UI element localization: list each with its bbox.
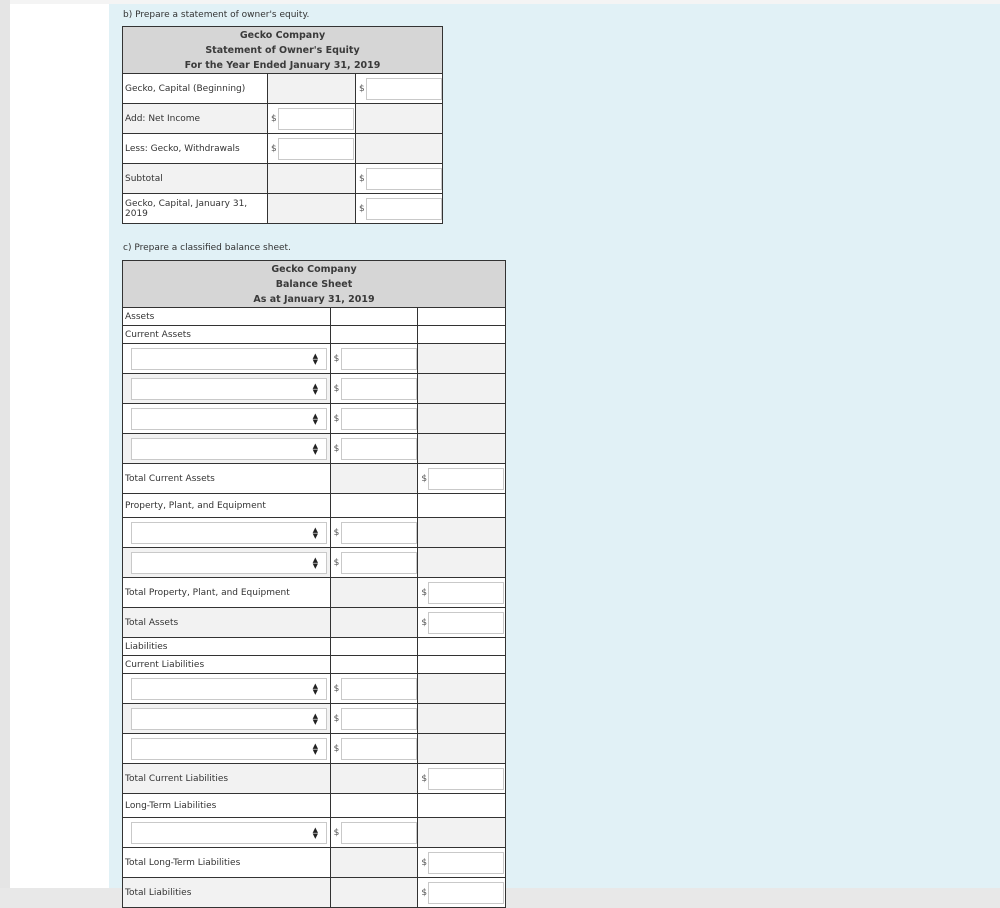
row-assets bbox=[123, 308, 506, 326]
total-label: Total Current Assets bbox=[123, 464, 331, 494]
statement-period: For the Year Ended January 31, 2019 bbox=[184, 59, 381, 71]
dollar-sign: $ bbox=[333, 413, 340, 424]
total-current-assets-input[interactable] bbox=[428, 468, 504, 490]
row-total-current-liabilities bbox=[123, 764, 506, 794]
amount-input[interactable] bbox=[341, 522, 417, 544]
account-select[interactable] bbox=[131, 822, 327, 844]
dollar-sign: $ bbox=[421, 473, 428, 484]
row-total-liabilities bbox=[123, 878, 506, 908]
current-liability-row bbox=[123, 674, 506, 704]
dollar-sign: $ bbox=[333, 527, 340, 538]
row-label: Add: Net Income bbox=[123, 104, 268, 134]
dollar-sign: $ bbox=[333, 353, 340, 364]
account-select[interactable] bbox=[131, 378, 327, 400]
account-select[interactable] bbox=[131, 438, 327, 460]
row-long-term-liabilities bbox=[123, 794, 506, 818]
row-label: Less: Gecko, Withdrawals bbox=[123, 134, 268, 164]
dollar-sign: $ bbox=[421, 617, 428, 628]
current-asset-row bbox=[123, 404, 506, 434]
withdrawals-input[interactable] bbox=[278, 138, 354, 160]
statement-header bbox=[123, 27, 443, 74]
left-margin bbox=[0, 0, 10, 888]
subtotal-input[interactable] bbox=[366, 168, 442, 190]
amount-input[interactable] bbox=[341, 678, 417, 700]
row-liabilities bbox=[123, 638, 506, 656]
amount-input[interactable] bbox=[341, 738, 417, 760]
bs-date: As at January 31, 2019 bbox=[253, 293, 375, 305]
total-label: Total Property, Plant, and Equipment bbox=[123, 578, 331, 608]
instruction-c: c) Prepare a classified balance sheet. bbox=[123, 243, 291, 253]
up-down-arrow-icon: ▲ ▼ bbox=[312, 741, 318, 756]
dollar-sign: $ bbox=[333, 557, 340, 568]
ppe-row bbox=[123, 518, 506, 548]
total-label: Total Liabilities bbox=[123, 878, 331, 908]
side-column bbox=[10, 0, 109, 888]
row-total-assets bbox=[123, 608, 506, 638]
amount-input[interactable] bbox=[341, 822, 417, 844]
dollar-sign: $ bbox=[333, 743, 340, 754]
row-total-current-assets bbox=[123, 464, 506, 494]
amount-input[interactable] bbox=[341, 708, 417, 730]
total-label: Total Assets bbox=[123, 608, 331, 638]
row-current-liabilities bbox=[123, 656, 506, 674]
ppe-row bbox=[123, 548, 506, 578]
dollar-sign: $ bbox=[333, 683, 340, 694]
dollar-sign: $ bbox=[358, 83, 365, 94]
row-total-ppe bbox=[123, 578, 506, 608]
statement-of-owners-equity bbox=[122, 26, 443, 224]
section-label: Current Liabilities bbox=[123, 656, 331, 674]
bs-title: Balance Sheet bbox=[275, 278, 353, 290]
bs-company: Gecko Company bbox=[271, 263, 357, 275]
total-long-term-liabilities-input[interactable] bbox=[428, 852, 504, 874]
dollar-sign: $ bbox=[358, 203, 365, 214]
row-net-income bbox=[123, 104, 443, 134]
current-liability-row bbox=[123, 704, 506, 734]
account-select[interactable] bbox=[131, 552, 327, 574]
section-label: Property, Plant, and Equipment bbox=[123, 494, 331, 518]
account-select[interactable] bbox=[131, 408, 327, 430]
balance-sheet-header bbox=[123, 261, 506, 308]
dollar-sign: $ bbox=[358, 173, 365, 184]
row-label: Gecko, Capital (Beginning) bbox=[123, 74, 268, 104]
account-select[interactable] bbox=[131, 348, 327, 370]
net-income-input[interactable] bbox=[278, 108, 354, 130]
dollar-sign: $ bbox=[333, 443, 340, 454]
up-down-arrow-icon: ▲ ▼ bbox=[312, 825, 318, 840]
total-assets-input[interactable] bbox=[428, 612, 504, 634]
amount-input[interactable] bbox=[341, 438, 417, 460]
current-asset-row bbox=[123, 434, 506, 464]
long-term-liability-row bbox=[123, 818, 506, 848]
row-capital-beginning bbox=[123, 74, 443, 104]
capital-end-input[interactable] bbox=[366, 198, 442, 220]
row-current-assets bbox=[123, 326, 506, 344]
row-total-long-term-liabilities bbox=[123, 848, 506, 878]
dollar-sign: $ bbox=[421, 857, 428, 868]
total-liabilities-input[interactable] bbox=[428, 882, 504, 904]
amount-input[interactable] bbox=[341, 552, 417, 574]
dollar-sign: $ bbox=[421, 773, 428, 784]
dollar-sign: $ bbox=[333, 383, 340, 394]
amount-input[interactable] bbox=[341, 408, 417, 430]
total-ppe-input[interactable] bbox=[428, 582, 504, 604]
row-withdrawals bbox=[123, 134, 443, 164]
current-asset-row bbox=[123, 374, 506, 404]
dollar-sign: $ bbox=[271, 143, 277, 154]
up-down-arrow-icon: ▲ ▼ bbox=[312, 711, 318, 726]
statement-company: Gecko Company bbox=[239, 29, 326, 41]
section-label: Long-Term Liabilities bbox=[123, 794, 331, 818]
row-subtotal bbox=[123, 164, 443, 194]
account-select[interactable] bbox=[131, 678, 327, 700]
section-label: Liabilities bbox=[123, 638, 331, 656]
balance-sheet bbox=[122, 260, 506, 908]
row-label: Subtotal bbox=[123, 164, 268, 194]
up-down-arrow-icon: ▲ ▼ bbox=[312, 525, 318, 540]
up-down-arrow-icon: ▲ ▼ bbox=[312, 411, 318, 426]
total-current-liabilities-input[interactable] bbox=[428, 768, 504, 790]
dollar-sign: $ bbox=[421, 887, 428, 898]
up-down-arrow-icon: ▲ ▼ bbox=[312, 555, 318, 570]
account-select[interactable] bbox=[131, 522, 327, 544]
statement-title: Statement of Owner's Equity bbox=[205, 44, 360, 56]
dollar-sign: $ bbox=[421, 587, 428, 598]
section-label: Assets bbox=[123, 308, 331, 326]
dollar-sign: $ bbox=[271, 113, 277, 124]
total-label: Total Long-Term Liabilities bbox=[123, 848, 331, 878]
up-down-arrow-icon: ▲ ▼ bbox=[312, 441, 318, 456]
section-label: Current Assets bbox=[123, 326, 331, 344]
row-capital-end bbox=[123, 194, 443, 224]
amount-input[interactable] bbox=[341, 348, 417, 370]
up-down-arrow-icon: ▲ ▼ bbox=[312, 381, 318, 396]
account-select[interactable] bbox=[131, 708, 327, 730]
capital-beginning-input[interactable] bbox=[366, 78, 442, 100]
instruction-b: b) Prepare a statement of owner's equity. bbox=[123, 10, 310, 20]
total-label: Total Current Liabilities bbox=[123, 764, 331, 794]
current-asset-row bbox=[123, 344, 506, 374]
question-panel bbox=[109, 4, 1000, 898]
dollar-sign: $ bbox=[333, 713, 340, 724]
dollar-sign: $ bbox=[333, 827, 340, 838]
amount-input[interactable] bbox=[341, 378, 417, 400]
row-label: Gecko, Capital, January 31, 2019 bbox=[123, 194, 268, 224]
row-ppe bbox=[123, 494, 506, 518]
account-select[interactable] bbox=[131, 738, 327, 760]
current-liability-row bbox=[123, 734, 506, 764]
up-down-arrow-icon: ▲ ▼ bbox=[312, 681, 318, 696]
up-down-arrow-icon: ▲ ▼ bbox=[312, 351, 318, 366]
